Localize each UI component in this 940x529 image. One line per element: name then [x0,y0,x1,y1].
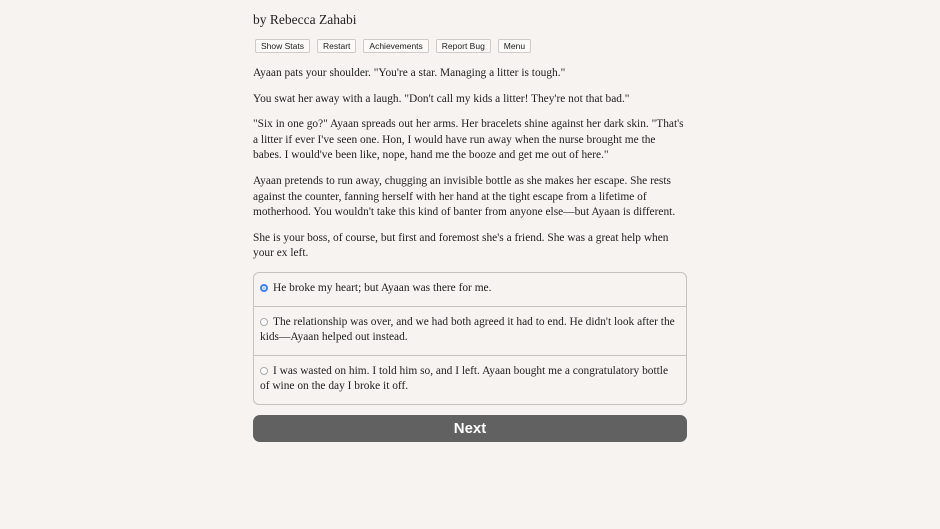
choice-list [253,272,687,405]
story-paragraph: Ayaan pats your shoulder. "You're a star. Managing a litter is tough." [253,67,566,79]
radio-unselected-icon[interactable] [260,318,268,326]
restart-button[interactable]: Restart [317,39,356,53]
report-bug-button[interactable]: Report Bug [436,39,491,53]
story-paragraph: You swat her away with a laugh. "Don't call my kids a litter! They're not that bad." [253,92,630,105]
choice-label: I was wasted on him. I told him so, and I left. Ayaan bought me a congratulatory bottle of wine on the day I broke it off. [260,364,669,393]
story-paragraph: Ayaan pretends to run away, chugging an invisible bottle as she makes her escape. She rests against the counter, fanning herself with her hand at the tight escape from a lifetime of motherhood. You wouldn't take this kind of banter from anyone else—but Ayaan is different. [253,174,676,219]
toolbar [253,39,687,53]
radio-selected-icon[interactable] [260,284,268,292]
story-paragraph: "Six in one go?" Ayaan spreads out her arms. Her bracelets shine against her dark skin. "That's a litter if ever I've seen one. Hon, I would have run away when the nurse brought me the babes. I would've been like, nope, hand me the booze and get me out of here." [253,118,684,162]
story-paragraph: She is your boss, of course, but first and foremost she's a friend. She was a great help when your ex left. [253,231,669,260]
radio-unselected-icon[interactable] [260,367,268,375]
choice-label: He broke my heart; but Ayaan was there for me. [273,281,492,294]
achievements-button[interactable]: Achievements [363,39,428,53]
choice-option[interactable] [254,306,686,355]
game-page [253,11,687,442]
menu-button[interactable]: Menu [498,39,531,53]
choice-option[interactable] [254,273,686,306]
show-stats-button[interactable]: Show Stats [255,39,310,53]
choice-label: The relationship was over, and we had both agreed it had to end. He didn't look after the kids—Ayaan helped out instead. [260,315,675,344]
next-button[interactable]: Next [253,415,687,442]
author-line: by Rebecca Zahabi [253,12,357,27]
choice-option[interactable] [254,355,686,404]
story-text [253,66,687,262]
